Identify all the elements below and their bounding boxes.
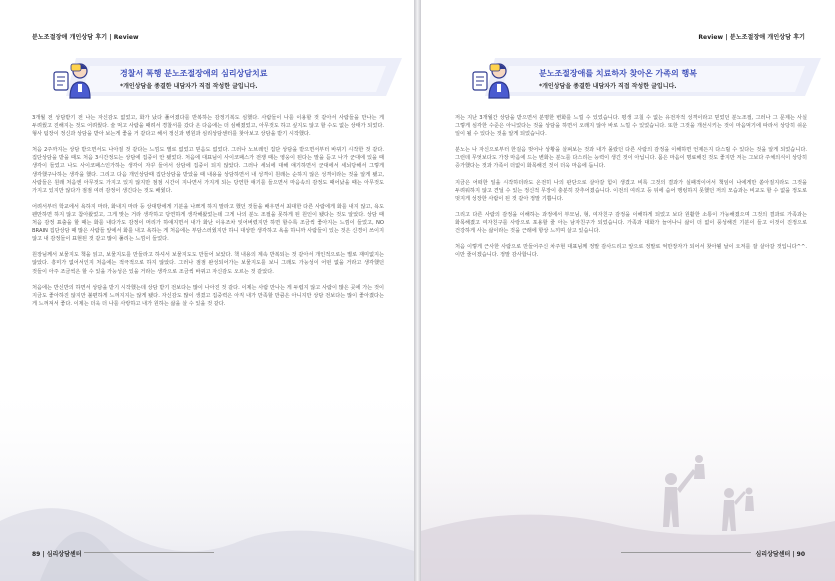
left-banner-title: 경찰서 폭행 분노조절장애의 심리상담치료 (120, 69, 268, 78)
right-page-header: Review | 분노조절장애 개인상담 후기 (698, 34, 805, 41)
right-paragraph-2: 분노는 나 자신으로부터 한걸음 벗어나 상황을 살펴보는 것과 내가 몰랐던 다른 사람의 감정을 이해하면 언제든지 다스릴 수 있다는 것을 알게 되었습니다. 그런데 무엇보다도 가장 마음에 드는 변화는 분노를 다스리는 능력이 생긴 것이 아닙니다. 몸은 마음이 명료해진 것도 좋지만 저는 그보다 주체의식이 상당히 증가했다는 것과 가족이 더없이 화목해진 것이 더욱 마음에 듭니다. (455, 147, 807, 170)
right-family-illustration (421, 351, 835, 581)
left-paragraph-4: 원장님께서 보물지도 책을 읽고, 보물지도를 만들라고 하셔서 보물지도도 만들어 보았다. 책 내용의 계속 반복되는 것 같아서 개인적으로는 별로 재미없지는 않았다. 흥미가 없어서인지 처음에는 적극적으로 하지 않았다. 그러나 점점 완성되어가는 보물지도를 보니 그래도 가능성이 어떤 없을 거라고 생각했던 것들이 아주 조금씩은 할 수 있을 가능성은 있을 거라는 생각으로 조금씩 바뀌고 자신감도 오르는 것 같았다. (32, 252, 384, 275)
left-banner (46, 56, 402, 98)
left-banner-subtitle: *개인상담을 종결한 내담자가 직접 작성한 글입니다. (120, 83, 258, 90)
left-page-footer: 89 | 심리상담센터 (32, 551, 82, 558)
right-banner-title: 분노조절장애를 치료하자 찾아온 가족의 행복 (539, 69, 697, 78)
left-paragraph-2: 처음 2주까지는 상담 받으면서도 나아질 것 같다는 느낌도 별로 없었고 믿음도 없었다. 그러나 노브레인 집단 상담을 받으면서부터 바뀌기 시작한 것 같다. 집단상담을 받을 때도 처음 3시간정도는 상담에 집중이 안 됐었다. 처음에 대표님이 사이코패스가 전쟁 때는 영웅이 된다는 말을 듣고 나가 군대에 있을 때 생각이 들었고 나도 사이코패스인가하는 생각이 자꾸 들어서 상담에 집중이 되지 않았다. 그러나 세뇌에 대해 얘기하면서 군대에서 세뇌당해서 그렇게 생각했구나하는 생각을 했다. 그리고 다음 개인상담때 집단상담을 받았을 때 내용을 상담하면서 내 성격이 원래는 순하지 않은 성격이라는 것을 알게 됐고, 사람들은 원래 처음엔 아무것도 가지고 있지 않지만 점점 시간이 지나면서 가지게 되는 당연한 얘기를 들으면서 마음속의 감정도 때어났을 때는 아무것도 가지고 있지만 않다가 점점 여러 감정이 생긴다는 것도 배웠다. (32, 147, 384, 194)
right-footer-rule (621, 552, 751, 553)
right-page-footer: 심리상담센터 | 90 (755, 551, 805, 558)
right-page (421, 0, 835, 581)
right-body-text (455, 114, 807, 267)
right-paragraph-5: 처음 이렇게 근사한 사람으로 만들어주신 차주현 대표님께 정말 감사드리고 앞으로 정말로 억만장자가 되어서 찾아뵐 날이 오저를 잘 살아갈 것입니다^^. 이만 줄이겠습니다. 정말 감사합니다. (455, 244, 807, 259)
right-banner-subtitle: *개인상담을 종결한 내담자가 직접 작성한 글입니다. (539, 83, 677, 90)
left-body-text (32, 114, 384, 316)
right-paragraph-4: 그리고 다른 사람의 감정을 이해하는 과정에서 부모님, 형, 여자친구 감정을 이해하게 되었고 보다 원활한 소통이 가능해졌으며 그것의 결과로 가족과는 화목해졌고 여자친구를 사랑으로 포용할 줄 아는 남자친구가 되었습니다. 가족과 대화가 늘어나니 삶이 더 없이 풍성해진 기분이 들고 이것이 진정으로 건강하게 사는 삶이라는 것을 근래에 항상 느끼며 살고 있습니다. (455, 211, 807, 235)
right-paragraph-3: 지금은 어떠한 일을 시작하더라도 온전히 나의 판단으로 살아갈 힘이 생겼고 비록 그것의 결과가 실패적이어서 책임이 나에게만 쏟아질지라도 그것을 두려워하지 않고 견딜 수 있는 정신적 무장이 충분히 갖추어졌습니다. 이전의 여리고 등 뒤에 숨어 맹렁하지 못했던 저의 모습과는 비교도 할 수 없을 정도로 멋지게 성장한 사람이 된 것 같아 정말 기쁩니다. (455, 179, 807, 202)
left-paragraph-1: 3개월 전 상담받기 전 나는 자신감도 없었고, 화가 났다 풀어졌다를 반복하는 감정기복도 심했다. 사람들이 나를 이용할 것 같아서 사람들을 만나는 게 두려웠고 진해지는 것도 어려웠다. 술 먹고 사람을 때려서 경찰서를 갔다 온 다음에는 더 심해졌었고, 아무것도 하고 싶지도 않고 할 수도 없는 상태가 되었다. 형사 팀장이 정신과 상담을 받아 보는게 좋을 거 같다고 해서 정신과 병원과 심리상담센터를 찾아보고 상담을 받기 시작했다. (32, 115, 384, 138)
right-banner (465, 56, 821, 98)
left-paragraph-3: 어려서부터 학교에서 욕하지 마라, 화내지 마라 등 상대방에게 기분을 나쁘게 하지 말라고 했던 것들을 배우면서 최대한 다른 사람에게 화를 내지 않고, 욕도 웬만하면 하지 않고 참아왔었고, 그게 맞는 거라 생각하고 당연하게 생각해왔었는데 그게 나의 분노 조절을 못하게 된 원인이 됐다는 것도 알았다. 상담 때 처음 감정 표출을 할 때는 화를 내다가도 감정이 머리가 하얘지면서 내가 화난 이유조차 잊어버렸지만 하면 할수록 조금씩 좋아지는 느낌이 들었고, NO BRAIN 집단상담 때 많은 사람들 앞에서 화를 내고 욕하는 게 처음에는 부담스러웠지만 하니 대상만 생각하고 욕을 하니까 사람들이 있는 것은 신경이 쓰이지 않고 내 감정들이 표현된 것 같고 많이 풀리는 느낌이 들었다. (32, 203, 384, 243)
page-gutter (414, 0, 421, 581)
left-page-header: 분노조절장애 개인상담 후기 | Review (32, 34, 139, 41)
left-page (0, 0, 414, 581)
left-footer-rule (84, 552, 214, 553)
right-paragraph-1: 저는 지난 3개월간 상담을 받으면서 분명한 변화를 느낄 수 있었습니다. 평생 고칠 수 없는 유전자적 성격이라고 믿었던 분노조절, 그러나 그 문제는 사실 그렇게 심각한 수준은 아니었다는 것을 상담을 하면서 오래지 않아 바로 느낄 수 있었습니다. 또한 그것을 개선시키는 것이 마음먹기에 따라서 상당히 쉬운 일이 될 수 있다는 것을 알게 되었습니다. (455, 115, 807, 138)
counselor-avatar-icon (48, 54, 96, 102)
left-paragraph-5: 처음에는 반신반의 하면서 상담을 받기 시작했는데 상담 받기 전보다는 많이 나아진 것 같다. 이제는 사람 만나는 게 두렵지 않고 사람이 많은 곳에 가는 것이 지금도 좋아하진 않지만 불편하게 느껴지지는 않게 됐다. 자신감도 많이 생겼고 집중력은 아직 내가 만족할 만큼은 아니지만 상담 전보다는 많이 좋아졌다는 게 느껴져서 좋다. 이제는 더욱 더 나를 사랑하고 내가 원하는 삶을 살 수 있을 것 같다. (32, 284, 384, 307)
counselor-avatar-icon (467, 54, 515, 102)
